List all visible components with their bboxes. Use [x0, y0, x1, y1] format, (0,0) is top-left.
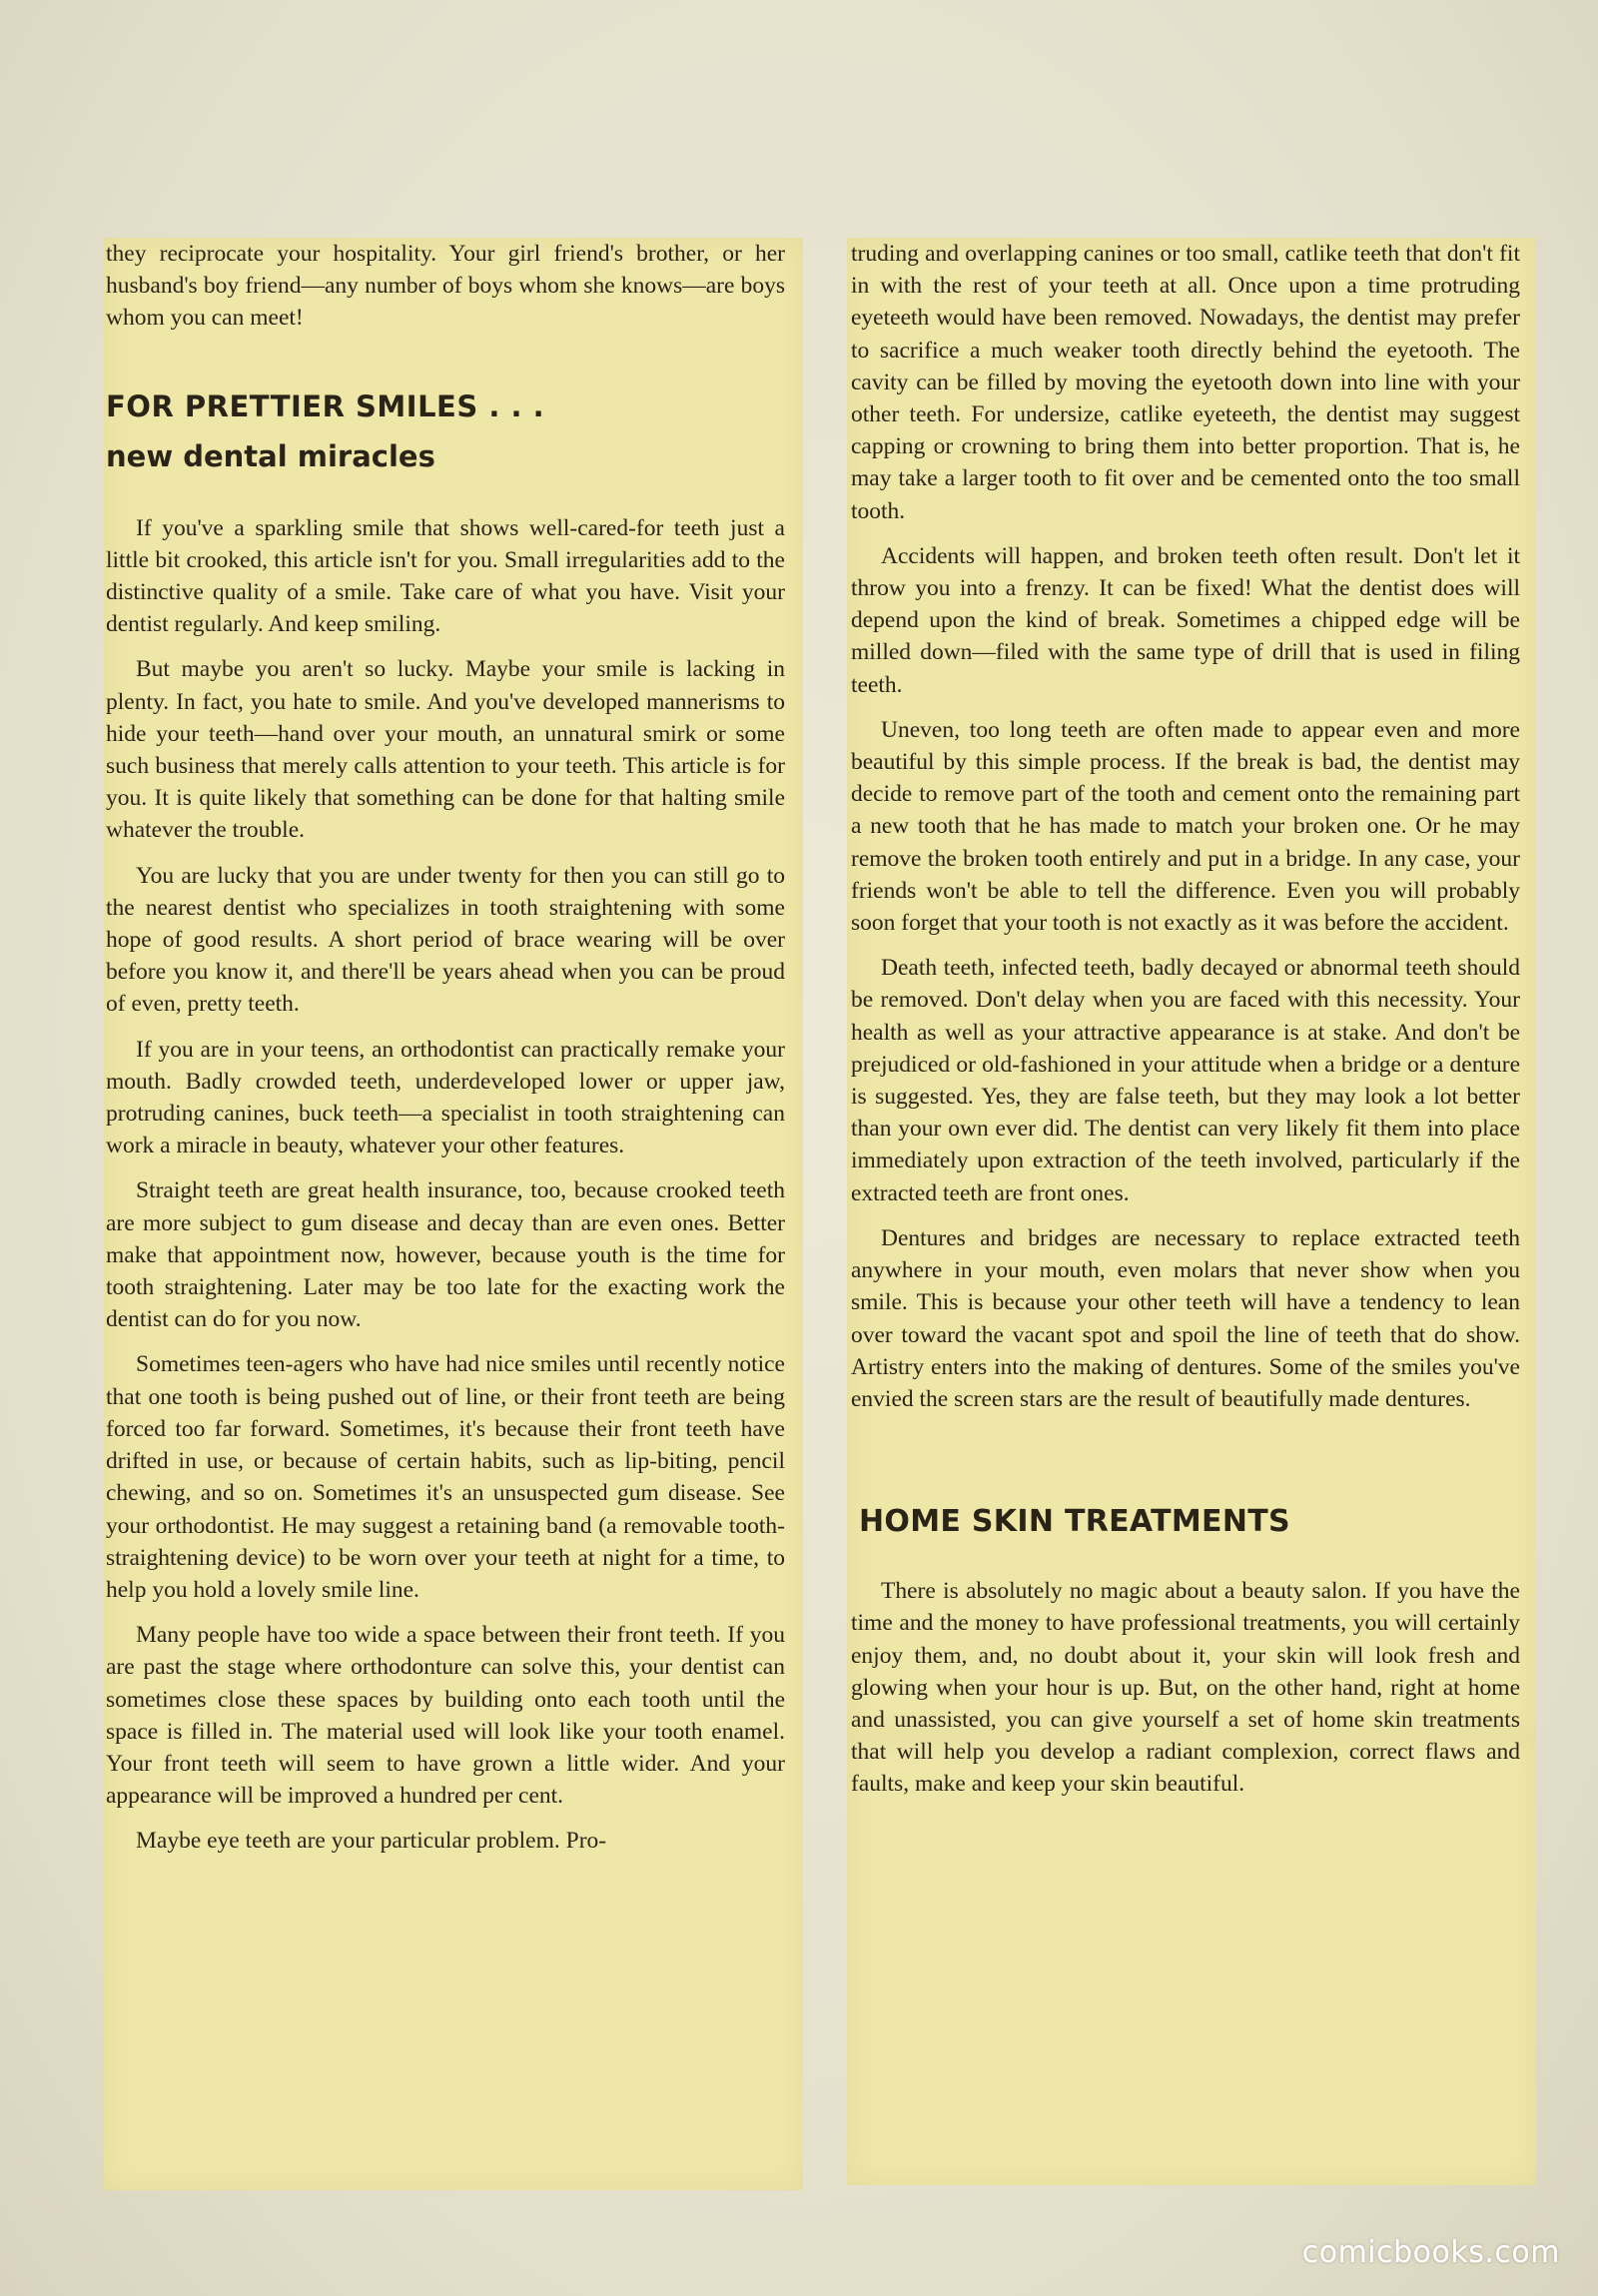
- body-paragraph: If you've a sparkling smile that shows well-cared-for teeth just a little bit crooked, this article isn't for you. Small irregularities add to the distinctive quality of a smile. Take care of what you have. Visit your dentist regularly. And keep smiling.: [106, 514, 785, 638]
- article-subheading: new dental miracles: [106, 438, 435, 473]
- body-paragraph: Many people have too wide a space between their front teeth. If you are past the stage where orthodonture can solve this, your dentist can sometimes close these spaces by building onto each tooth until the space is filled in. The material used will look like your tooth enamel. Your front teeth will seem to have grown a little wider. And your appearance will be improved a hundred per cent.: [106, 1622, 785, 1810]
- skin-section-heading: HOME SKIN TREATMENTS: [859, 1504, 1290, 1540]
- body-paragraph: If you are in your teens, an orthodontist can practically remake your mouth. Badly crowded teeth, underdeveloped lower or upper jaw, protruding canines, buck teeth—a specialist in tooth straightening can work a miracle in beauty, whatever your other features.: [106, 1036, 785, 1159]
- left-column: [106, 238, 785, 1871]
- body-paragraph: Straight teeth are great health insurance, too, because crooked teeth are more subject to gum disease and decay than are even ones. Better make that appointment now, however, because youth is the time for tooth straightening. Later may be too late for the exacting work the dentist can do for you now.: [106, 1177, 785, 1333]
- article-heading: FOR PRETTIER SMILES . . .: [106, 388, 545, 423]
- body-paragraph: Uneven, too long teeth are often made to appear even and more beautiful by this simple process. If the break is bad, the dentist may decide to remove part of the tooth and cement onto the remaining part a new tooth that he has made to match your broken one. Or he may remove the broken tooth entirely and put in a bridge. In any case, your friends won't be able to tell the difference. Even you will probably soon forget that your tooth is not exactly as it was before the accident.: [851, 716, 1520, 937]
- body-paragraph: There is absolutely no magic about a beauty salon. If you have the time and the money to have professional treatments, you will certainly enjoy them, and, no doubt about it, your skin will look fresh and glowing when your hour is up. But, on the other hand, right at home and unassisted, you can give yourself a set of home skin treatments that will help you develop a radiant complexion, correct flaws and faults, make and keep your skin beautiful.: [851, 1578, 1520, 1798]
- site-watermark: comicbooks.com: [1301, 2235, 1560, 2270]
- body-paragraph: Accidents will happen, and broken teeth often result. Don't let it throw you into a frenzy. It can be fixed! What the dentist does will depend upon the kind of break. Sometimes a chipped edge will be milled down—filed with the same type of drill that is used in filing teeth.: [851, 542, 1520, 698]
- right-column: [851, 238, 1520, 1814]
- body-paragraph: But maybe you aren't so lucky. Maybe your smile is lacking in plenty. In fact, you hate to smile. And you've developed mannerisms to hide your teeth—hand over your mouth, an unnatural smirk or some such business that merely calls attention to your teeth. This article is for you. It is quite likely that something can be done for that halting smile whatever the trouble.: [106, 656, 785, 844]
- intro-paragraph: they reciprocate your hospitality. Your girl friend's brother, or her husband's boy friend—any number of boys whom she knows—are boys whom you can meet!: [106, 241, 785, 332]
- body-paragraph: truding and overlapping canines or too small, catlike teeth that don't fit in with the rest of your teeth at all. Once upon a time protruding eyeteeth would have been removed. Nowadays, the dentist may prefer to sacrifice a much weaker tooth directly behind the eyetooth. The cavity can be filled by moving the eyetooth down into line with your other teeth. For undersize, catlike eyeteeth, the dentist may suggest capping or crowning to bring them into better proportion. That is, he may take a larger tooth to fit over and be cemented onto the too small tooth.: [851, 241, 1520, 524]
- body-paragraph: Maybe eye teeth are your particular problem. Pro-: [136, 1828, 607, 1855]
- body-paragraph: Sometimes teen-agers who have had nice smiles until recently notice that one tooth is being pushed out of line, or their front teeth are being forced too far forward. Sometimes, it's because their front teeth have drifted in use, or because of certain habits, such as lip-biting, pencil chewing, and so on. Sometimes it's an unsuspected gum disease. See your orthodontist. He may suggest a retaining band (a removable tooth-straightening device) to be worn over your teeth at night for a time, to help you hold a lovely smile line.: [106, 1351, 785, 1603]
- body-paragraph: Dentures and bridges are necessary to replace extracted teeth anywhere in your mouth, even molars that never show when you smile. This is because your other teeth will have a tendency to lean over toward the vacant spot and spoil the line of teeth that do show. Artistry enters into the making of dentures. Some of the smiles you've envied the screen stars are the result of beautifully made dentures.: [851, 1224, 1520, 1412]
- body-paragraph: You are lucky that you are under twenty for then you can still go to the nearest dentist who specializes in tooth straightening with some hope of good results. A short period of brace wearing will be over before you know it, and there'll be years ahead when you can be proud of even, pretty teeth.: [106, 862, 785, 1018]
- body-paragraph: Death teeth, infected teeth, badly decayed or abnormal teeth should be removed. Don't delay when you are faced with this necessity. Your health as well as your attractive appearance is at stake. And don't be prejudiced or old-fashioned in your attitude when a bridge or a denture is suggested. Yes, they are false teeth, but they may look a lot better than your own ever did. The dentist can very likely fit them into place immediately upon extraction of the teeth involved, particularly if the extracted teeth are front ones.: [851, 955, 1520, 1206]
